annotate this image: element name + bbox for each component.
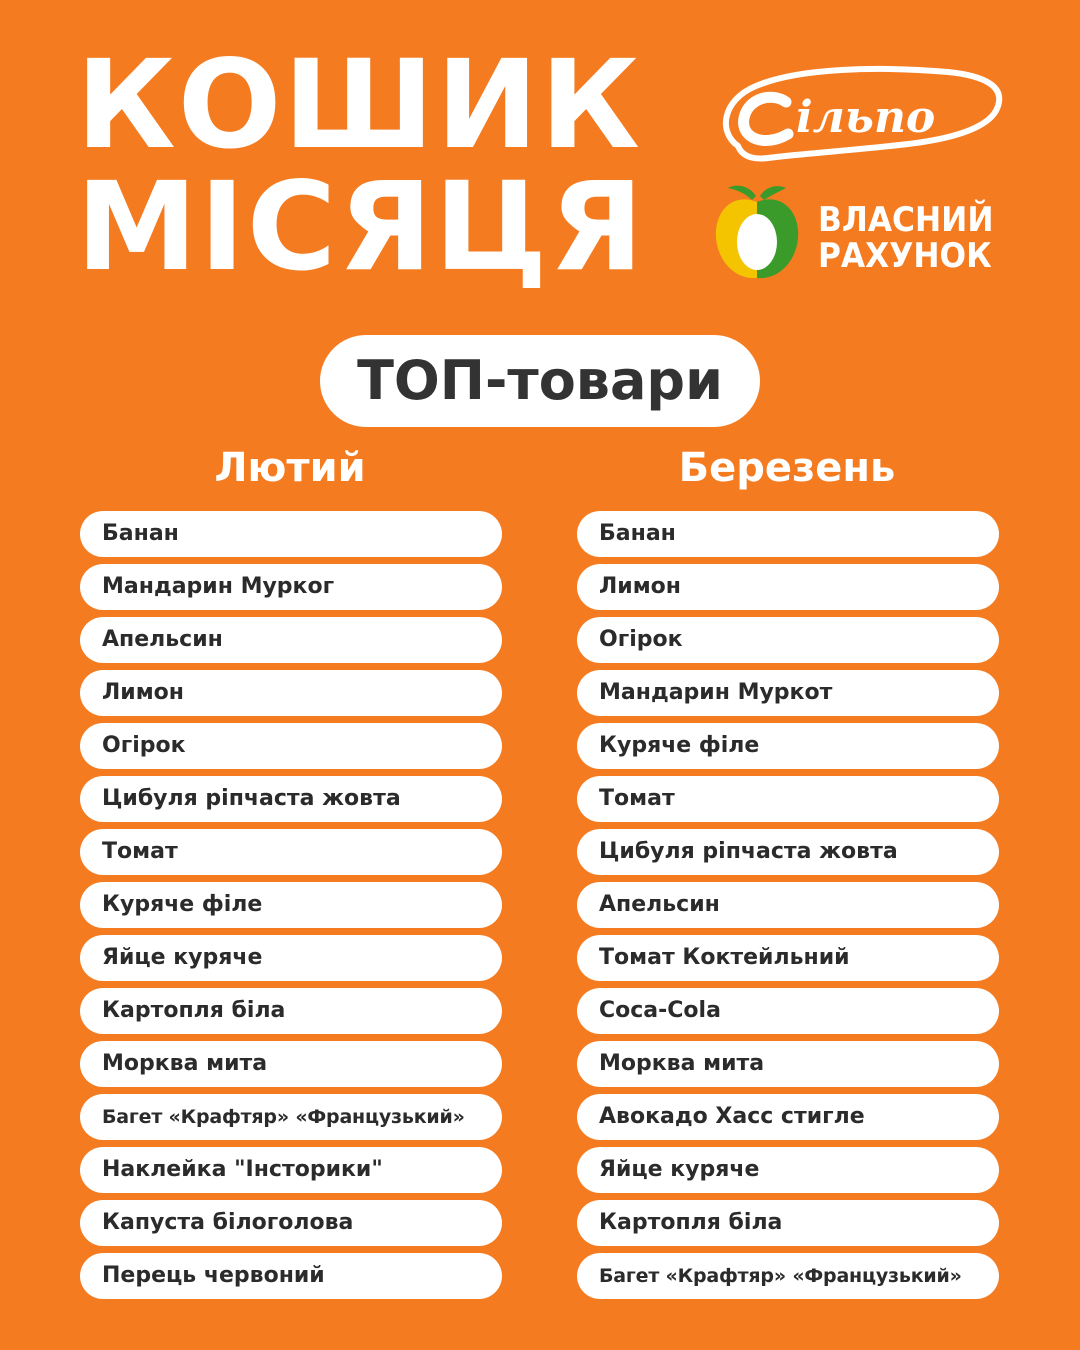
list-item: Наклейка "Інсторики" [80,1147,502,1193]
list-item: Авокадо Хасс стигле [577,1094,999,1140]
column-heading-march: Березень [678,445,896,491]
list-item: Яйце куряче [577,1147,999,1193]
march-product-list [577,511,999,1306]
list-item: Томат Коктейльний [577,935,999,981]
list-item: Банан [577,511,999,557]
list-item: Томат [577,776,999,822]
list-item: Огірок [577,617,999,663]
list-item: Цибуля ріпчаста жовта [80,776,502,822]
list-item: Мандарин Мурког [80,564,502,610]
apple-egg-icon [712,182,802,282]
list-item: Лимон [577,564,999,610]
vlasnyi-rakhunok-logo [712,182,1012,282]
list-item: Картопля біла [577,1200,999,1246]
silpo-logo-icon [708,62,1008,172]
list-item: Морква мита [577,1041,999,1087]
list-item: Огірок [80,723,502,769]
list-item: Апельсин [80,617,502,663]
list-item: Капуста білоголова [80,1200,502,1246]
list-item: Картопля біла [80,988,502,1034]
list-item: Томат [80,829,502,875]
page-title-line-1: КОШИК [76,34,642,176]
list-item: Перець червоний [80,1253,502,1299]
top-products-badge: ТОП-товари [320,335,760,427]
list-item: Банан [80,511,502,557]
list-item: Яйце куряче [80,935,502,981]
list-item: Куряче філе [80,882,502,928]
list-item: Апельсин [577,882,999,928]
vlasnyi-text: ВЛАСНИЙ [818,200,994,240]
list-item: Цибуля ріпчаста жовта [577,829,999,875]
rakhunok-text: РАХУНОК [818,236,992,276]
list-item: Морква мита [80,1041,502,1087]
list-item: Лимон [80,670,502,716]
february-product-list [80,511,502,1306]
list-item: Багет «Крафтяр» «Французький» [80,1094,502,1140]
column-heading-february: Лютий [214,445,366,491]
list-item: Мандарин Муркот [577,670,999,716]
svg-text:ільпо: ільпо [796,92,936,143]
silpo-logo [708,62,1008,172]
list-item: Куряче філе [577,723,999,769]
page-title-line-2: МІСЯЦЯ [76,156,646,298]
list-item: Багет «Крафтяр» «Французький» [577,1253,999,1299]
list-item: Coca-Cola [577,988,999,1034]
